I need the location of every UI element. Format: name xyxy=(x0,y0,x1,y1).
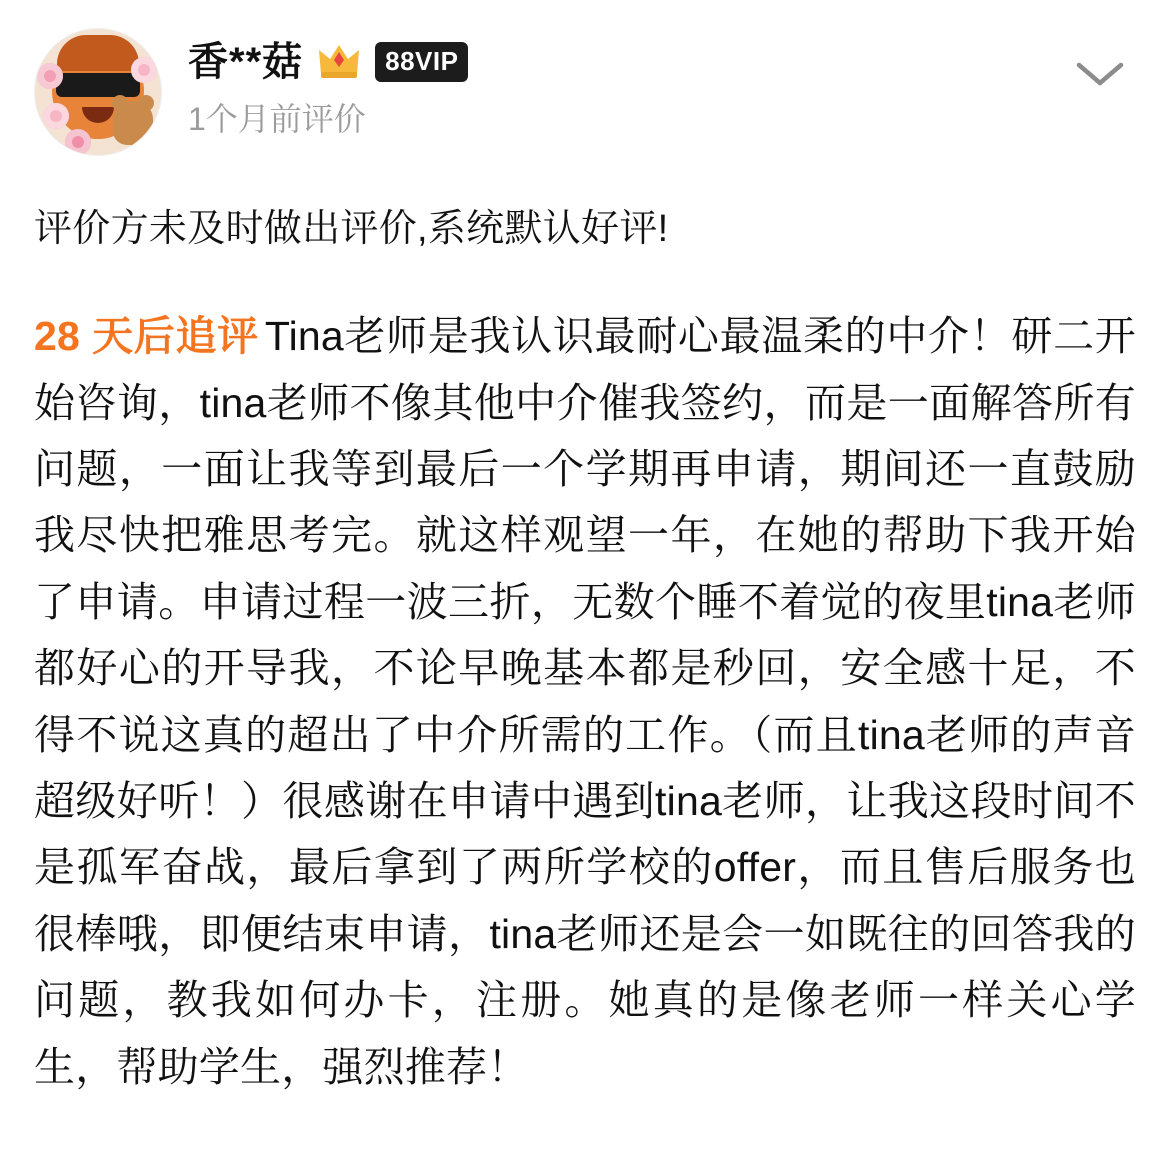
name-row xyxy=(188,40,1136,84)
flower-icon xyxy=(37,63,63,89)
user-nickname: 香**菇 xyxy=(188,40,304,84)
append-review-block xyxy=(34,303,1136,1100)
append-review-label: 28 天后追评 xyxy=(34,313,259,360)
flower-icon xyxy=(65,129,91,155)
first-comment-text: 评价方未及时做出评价,系统默认好评! xyxy=(34,208,669,250)
user-info xyxy=(188,28,1136,137)
collapse-button[interactable] xyxy=(1072,56,1128,96)
sunglasses-icon xyxy=(56,73,140,97)
crown-icon xyxy=(317,42,361,82)
append-review-text: Tina老师是我认识最耐心最温柔的中介！研二开始咨询，tina老师不像其他中介催我签约，而是一面解答所有问题，一面让我等到最后一个学期再申请，期间还一直鼓励我尽快把雅思考完。就这样观望一年，在她的帮助下我开始了申请。申请过程一波三折，无数个睡不着觉的夜里tina老师都好心的开导我，不论早晚基本都是秒回，安全感十足，不得不说这真的超出了中介所需的工作。（而且tina老师的声音超级好听！）很感谢在申请中遇到tina老师，让我这段时间不是孤军奋战，最后拿到了两所学校的offer，而且售后服务也很棒哦，即便结束申请，tina老师还是会一如既往的回答我的问题，教我如何办卡，注册。她真的是像老师一样关心学生，帮助学生，强烈推荐！ xyxy=(34,313,1136,1090)
bear-icon xyxy=(113,101,153,145)
flower-icon xyxy=(131,57,157,83)
review-timestamp: 1个月前评价 xyxy=(188,101,366,137)
avatar-hair xyxy=(57,35,139,71)
chevron-down-icon xyxy=(1075,59,1125,94)
review-header xyxy=(34,28,1136,168)
avatar[interactable] xyxy=(34,28,162,156)
flower-icon xyxy=(43,103,69,129)
vip-badge: 88VIP xyxy=(375,42,468,82)
